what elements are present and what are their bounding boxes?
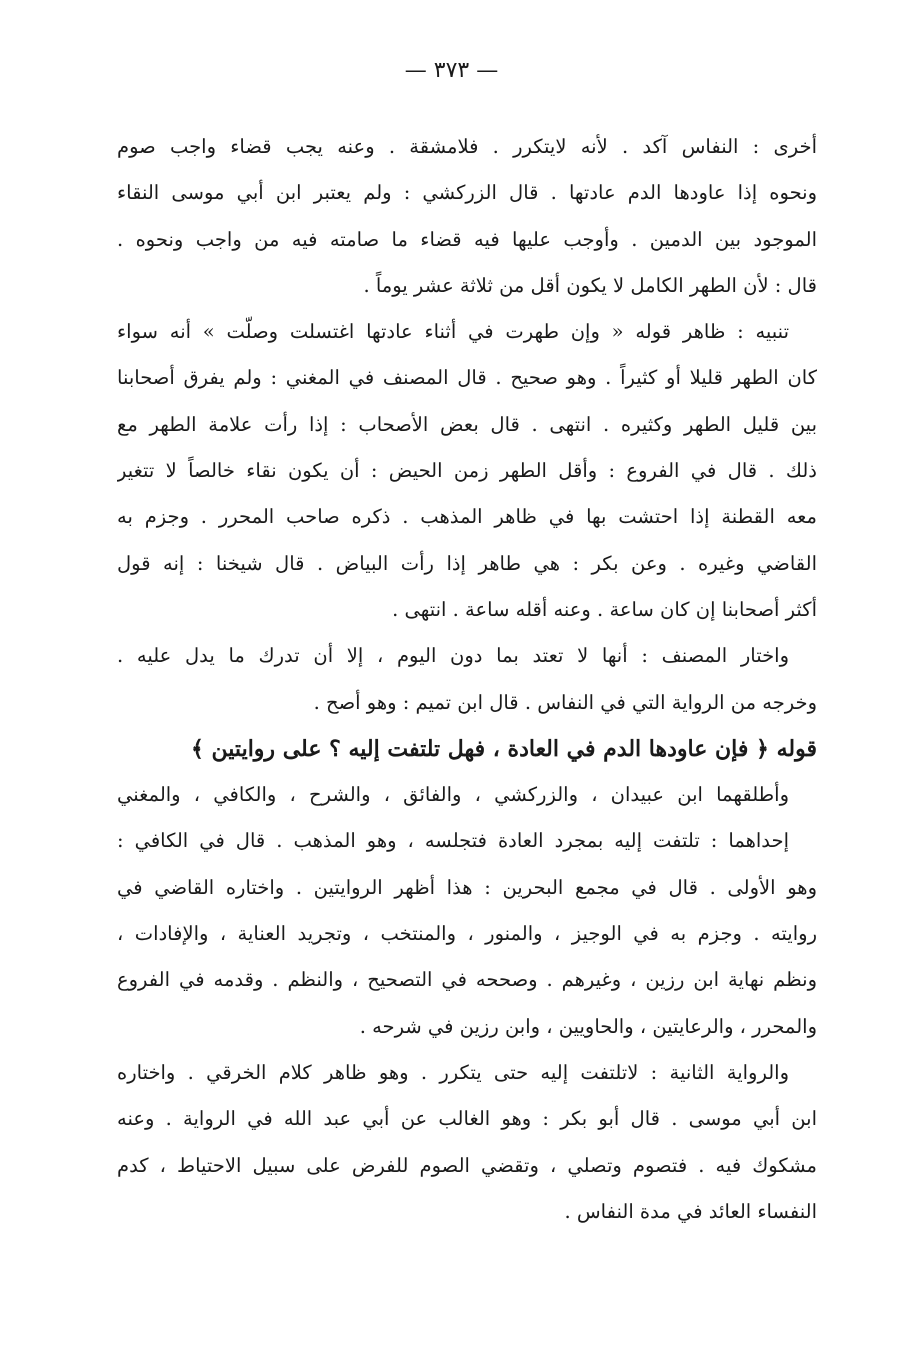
text-line: تنبيه : ظاهر قوله « وإن طهرت في أثناء عادتها اغتسلت وصلّت » أنه سواء	[117, 320, 789, 344]
section-heading: قوله ﴿ فإن عاودها الدم في العادة ، فهل تلتفت إليه ؟ على روايتين ﴾	[191, 735, 817, 762]
text-line: بين قليل الطهر وكثيره . انتهى . قال بعض الأصحاب : إذا رأت علامة الطهر مع	[117, 412, 817, 436]
text-line: القاضي وغيره . وعن بكر : هي طاهر إذا رأت البياض . قال شيخنا : إنه قول	[117, 551, 817, 575]
text-line: وأطلقهما ابن عبيدان ، والزركشي ، والفائق ، والشرح ، والكافي ، والمغني	[117, 783, 789, 807]
text-line: ونحوه إذا عاودها الدم عادتها . قال الزركشي : ولم يعتبر ابن أبي موسى النقاء	[117, 181, 817, 205]
text-line: ابن أبي موسى . قال أبو بكر : وهو الغالب عن أبي عبد الله في الرواية . وعنه	[117, 1107, 817, 1131]
text-line: وهو الأولى . قال في مجمع البحرين : هذا أظهر الروايتين . واختاره القاضي في	[117, 875, 817, 899]
text-line: والرواية الثانية : لاتلتفت إليه حتى يتكرر . وهو ظاهر كلام الخرقي . واختاره	[117, 1060, 789, 1084]
text-line: والمحرر ، والرعايتين ، والحاويين ، وابن رزين في شرحه .	[359, 1014, 817, 1038]
page-number: — ٣٧٣ —	[404, 58, 499, 83]
text-line: معه القطنة إذا احتشت بها في ظاهر المذهب . ذكره صاحب المحرر . وجزم به	[117, 505, 817, 529]
text-line: مشكوك فيه . فتصوم وتصلي ، وتقضي الصوم للفرض على سبيل الاحتياط ، كدم	[117, 1153, 817, 1177]
text-line: الموجود بين الدمين . وأوجب عليها فيه قضاء ما صامته فيه من واجب ونحوه .	[117, 227, 817, 251]
text-line: قال : لأن الطهر الكامل لا يكون أقل من ثلاثة عشر يوماً .	[363, 273, 817, 297]
page-text-body	[117, 124, 817, 1235]
text-line: النفساء العائد في مدة النفاس .	[564, 1199, 817, 1223]
text-line: أخرى : النفاس آكد . لأنه لايتكرر . فلامشقة . وعنه يجب قضاء واجب صوم	[117, 135, 817, 158]
text-line: واختار المصنف : أنها لا تعتد بما دون اليوم ، إلا أن تدرك ما يدل عليه .	[117, 644, 789, 668]
text-line: إحداهما : تلتفت إليه بمجرد العادة فتجلسه ، وهو المذهب . قال في الكافي :	[117, 829, 789, 853]
text-line: ذلك . قال في الفروع : وأقل الطهر زمن الحيض : أن يكون نقاء خالصاً لا تتغير	[117, 459, 817, 483]
text-line: وخرجه من الرواية التي في النفاس . قال ابن تميم : وهو أصح .	[313, 690, 817, 714]
text-line: ونظم نهاية ابن رزين ، وغيرهم . وصححه في التصحيح ، والنظم . وقدمه في الفروع	[117, 968, 817, 992]
text-line: أكثر أصحابنا إن كان ساعة . وعنه أقله ساعة . انتهى .	[392, 597, 817, 621]
text-line: روايته . وجزم به في الوجيز ، والمنور ، والمنتخب ، وتجريد العناية ، والإفادات ،	[117, 922, 817, 946]
text-line: كان الطهر قليلا أو كثيراً . وهو صحيح . قال المصنف في المغني : ولم يفرق أصحابنا	[117, 366, 817, 390]
